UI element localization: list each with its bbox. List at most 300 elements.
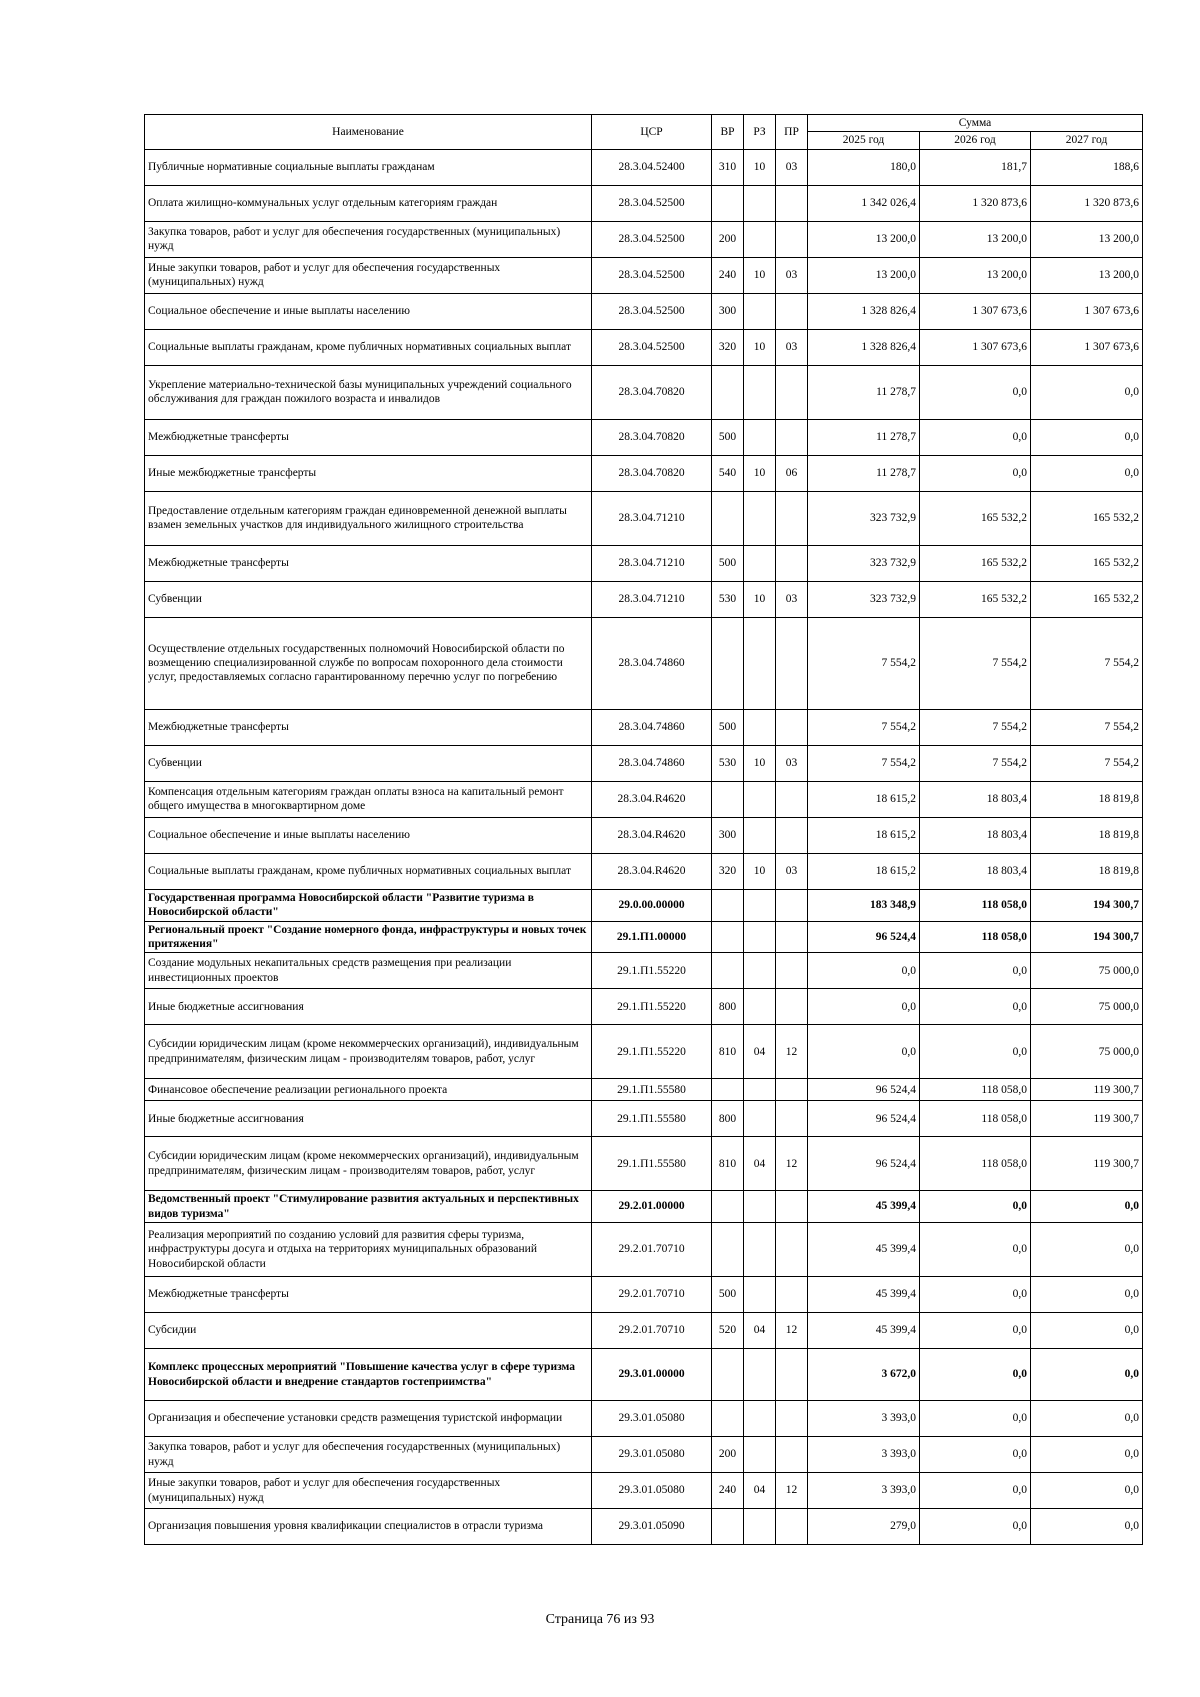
row-csr: 29.1.П1.55220 [592,989,712,1025]
row-rz: 04 [744,1473,776,1509]
table-row [145,921,1143,953]
row-sum-2027: 75 000,0 [1031,953,1143,989]
row-sum-2027: 7 554,2 [1031,617,1143,709]
row-sum-2026: 1 307 673,6 [920,329,1031,365]
row-csr: 29.3.01.05080 [592,1401,712,1437]
row-pr [776,1101,808,1137]
row-sum-2026: 0,0 [920,1025,1031,1079]
row-sum-2027: 165 532,2 [1031,491,1143,545]
table-row [145,617,1143,709]
row-sum-2025: 183 348,9 [808,889,920,921]
row-pr [776,419,808,455]
row-sum-2027: 0,0 [1031,1313,1143,1349]
row-sum-2027: 0,0 [1031,1277,1143,1313]
table-row [145,853,1143,889]
row-pr [776,989,808,1025]
row-csr: 28.3.04.52500 [592,257,712,293]
row-name: Региональный проект "Создание номерного фонда, инфраструктуры и новых точек притяжения" [145,921,592,953]
row-name: Иные межбюджетные трансферты [145,455,592,491]
row-csr: 28.3.04.74860 [592,617,712,709]
row-rz: 04 [744,1025,776,1079]
row-csr: 28.3.04.52500 [592,185,712,221]
row-csr: 28.3.04.52400 [592,149,712,185]
row-pr [776,709,808,745]
row-vr [712,1509,744,1545]
row-csr: 29.1.П1.55580 [592,1137,712,1191]
row-vr: 310 [712,149,744,185]
row-name: Реализация мероприятий по созданию условий для развития сферы туризма, инфраструктуры досуга и отдыха на территориях муниципальных образований Новосибирской области [145,1223,592,1277]
row-csr: 28.3.04.52500 [592,221,712,257]
row-vr: 320 [712,329,744,365]
table-row [145,1401,1143,1437]
row-sum-2025: 11 278,7 [808,365,920,419]
row-vr: 800 [712,989,744,1025]
row-name: Закупка товаров, работ и услуг для обеспечения государственных (муниципальных) нужд [145,1437,592,1473]
row-sum-2027: 0,0 [1031,1223,1143,1277]
table-row [145,781,1143,817]
table-row [145,709,1143,745]
row-sum-2026: 0,0 [920,1277,1031,1313]
row-sum-2026: 7 554,2 [920,745,1031,781]
row-name: Иные бюджетные ассигнования [145,989,592,1025]
table-row [145,1137,1143,1191]
table-row [145,1223,1143,1277]
row-sum-2025: 0,0 [808,989,920,1025]
row-sum-2025: 3 393,0 [808,1401,920,1437]
row-sum-2027: 1 307 673,6 [1031,293,1143,329]
row-vr: 800 [712,1101,744,1137]
row-name: Субсидии юридическим лицам (кроме некоммерческих организаций), индивидуальным предпринимателям, физическим лицам - производителям товаров, работ, услуг [145,1025,592,1079]
row-csr: 29.0.00.00000 [592,889,712,921]
row-name: Укрепление материально-технической базы муниципальных учреждений социального обслуживания для граждан пожилого возраста и инвалидов [145,365,592,419]
row-csr: 28.3.04.71210 [592,581,712,617]
row-pr [776,491,808,545]
row-sum-2026: 165 532,2 [920,545,1031,581]
row-sum-2026: 1 307 673,6 [920,293,1031,329]
header-pr: ПР [776,115,808,150]
row-sum-2026: 0,0 [920,989,1031,1025]
row-rz [744,1277,776,1313]
row-sum-2027: 119 300,7 [1031,1101,1143,1137]
row-vr: 320 [712,853,744,889]
row-csr: 28.3.04.71210 [592,545,712,581]
row-rz [744,1191,776,1223]
row-sum-2025: 11 278,7 [808,419,920,455]
row-csr: 28.3.04.R4620 [592,853,712,889]
row-sum-2027: 0,0 [1031,1191,1143,1223]
row-sum-2027: 0,0 [1031,1401,1143,1437]
row-csr: 28.3.04.74860 [592,745,712,781]
row-vr: 810 [712,1025,744,1079]
table-row [145,257,1143,293]
row-sum-2025: 96 524,4 [808,1101,920,1137]
table-row [145,817,1143,853]
row-csr: 29.1.П1.55220 [592,1025,712,1079]
row-vr: 300 [712,817,744,853]
table-row [145,329,1143,365]
header-vr: ВР [712,115,744,150]
row-rz [744,1223,776,1277]
row-rz [744,491,776,545]
row-csr: 28.3.04.70820 [592,419,712,455]
row-vr: 500 [712,709,744,745]
row-sum-2026: 118 058,0 [920,889,1031,921]
table-row [145,1473,1143,1509]
row-sum-2025: 18 615,2 [808,853,920,889]
row-vr: 810 [712,1137,744,1191]
row-rz [744,185,776,221]
row-sum-2025: 7 554,2 [808,709,920,745]
row-sum-2027: 13 200,0 [1031,257,1143,293]
table-row [145,889,1143,921]
row-sum-2027: 0,0 [1031,1349,1143,1401]
row-sum-2026: 0,0 [920,365,1031,419]
row-csr: 29.3.01.05080 [592,1473,712,1509]
row-sum-2027: 194 300,7 [1031,921,1143,953]
table-row [145,1079,1143,1101]
header-csr: ЦСР [592,115,712,150]
row-sum-2026: 7 554,2 [920,709,1031,745]
row-sum-2025: 1 328 826,4 [808,329,920,365]
row-name: Предоставление отдельным категориям граждан единовременной денежной выплаты взамен земельных участков для индивидуального жилищного строительства [145,491,592,545]
row-sum-2025: 45 399,4 [808,1191,920,1223]
row-rz [744,889,776,921]
row-name: Субсидии юридическим лицам (кроме некоммерческих организаций), индивидуальным предпринимателям, физическим лицам - производителям товаров, работ, услуг [145,1137,592,1191]
row-sum-2025: 0,0 [808,953,920,989]
row-name: Организация и обеспечение установки средств размещения туристской информации [145,1401,592,1437]
table-row [145,581,1143,617]
row-name: Оплата жилищно-коммунальных услуг отдельным категориям граждан [145,185,592,221]
row-sum-2026: 0,0 [920,1223,1031,1277]
row-sum-2026: 18 803,4 [920,853,1031,889]
row-vr [712,953,744,989]
row-sum-2026: 13 200,0 [920,257,1031,293]
row-sum-2027: 18 819,8 [1031,781,1143,817]
row-vr [712,365,744,419]
row-vr [712,1223,744,1277]
row-name: Иные закупки товаров, работ и услуг для обеспечения государственных (муниципальных) нужд [145,257,592,293]
row-vr [712,617,744,709]
row-sum-2027: 119 300,7 [1031,1137,1143,1191]
row-sum-2027: 165 532,2 [1031,581,1143,617]
row-sum-2025: 13 200,0 [808,257,920,293]
row-sum-2025: 7 554,2 [808,745,920,781]
row-sum-2025: 3 393,0 [808,1437,920,1473]
table-row [145,419,1143,455]
row-vr [712,921,744,953]
row-vr: 500 [712,419,744,455]
table-row [145,491,1143,545]
row-sum-2027: 1 307 673,6 [1031,329,1143,365]
row-sum-2026: 18 803,4 [920,781,1031,817]
row-sum-2027: 119 300,7 [1031,1079,1143,1101]
table-row [145,1349,1143,1401]
table-row [145,1437,1143,1473]
row-vr: 520 [712,1313,744,1349]
row-sum-2027: 0,0 [1031,1509,1143,1545]
page-number: Страница 76 из 93 [545,1612,655,1627]
row-rz: 10 [744,745,776,781]
row-sum-2027: 7 554,2 [1031,709,1143,745]
row-vr: 540 [712,455,744,491]
row-sum-2026: 0,0 [920,1313,1031,1349]
row-csr: 28.3.04.71210 [592,491,712,545]
row-csr: 29.2.01.00000 [592,1191,712,1223]
row-sum-2026: 118 058,0 [920,1079,1031,1101]
row-sum-2026: 0,0 [920,419,1031,455]
row-vr [712,1401,744,1437]
row-sum-2026: 1 320 873,6 [920,185,1031,221]
row-sum-2025: 18 615,2 [808,781,920,817]
row-vr: 300 [712,293,744,329]
row-name: Субсидии [145,1313,592,1349]
row-rz: 04 [744,1313,776,1349]
row-sum-2025: 279,0 [808,1509,920,1545]
row-csr: 28.3.04.74860 [592,709,712,745]
row-name: Публичные нормативные социальные выплаты гражданам [145,149,592,185]
row-name: Межбюджетные трансферты [145,419,592,455]
table-row [145,149,1143,185]
row-sum-2027: 194 300,7 [1031,889,1143,921]
row-name: Закупка товаров, работ и услуг для обеспечения государственных (муниципальных) нужд [145,221,592,257]
row-sum-2026: 0,0 [920,1509,1031,1545]
row-name: Иные бюджетные ассигнования [145,1101,592,1137]
row-pr: 03 [776,581,808,617]
row-rz [744,953,776,989]
row-rz [744,989,776,1025]
row-rz [744,545,776,581]
table-row [145,185,1143,221]
row-sum-2025: 323 732,9 [808,581,920,617]
row-csr: 29.2.01.70710 [592,1313,712,1349]
header-year-2026: 2026 год [920,132,1031,149]
row-pr: 03 [776,853,808,889]
row-rz [744,921,776,953]
table-row [145,953,1143,989]
row-name: Комплекс процессных мероприятий "Повышение качества услуг в сфере туризма Новосибирской области и внедрение стандартов гостеприимства" [145,1349,592,1401]
row-sum-2025: 13 200,0 [808,221,920,257]
row-csr: 29.2.01.70710 [592,1277,712,1313]
row-vr: 240 [712,257,744,293]
row-name: Межбюджетные трансферты [145,709,592,745]
row-pr [776,953,808,989]
table-row [145,1025,1143,1079]
row-name: Осуществление отдельных государственных полномочий Новосибирской области по возмещению специализированной службе по вопросам похоронного дела стоимости услуг, предоставляемых согласно гарантированному перечню услуг по погребению [145,617,592,709]
row-name: Социальное обеспечение и иные выплаты населению [145,817,592,853]
row-pr: 12 [776,1473,808,1509]
row-sum-2027: 165 532,2 [1031,545,1143,581]
row-sum-2027: 75 000,0 [1031,989,1143,1025]
row-csr: 29.1.П1.55580 [592,1079,712,1101]
row-sum-2026: 118 058,0 [920,921,1031,953]
row-rz: 10 [744,257,776,293]
table-row [145,365,1143,419]
row-sum-2025: 18 615,2 [808,817,920,853]
row-rz: 04 [744,1137,776,1191]
row-sum-2027: 0,0 [1031,1473,1143,1509]
row-csr: 28.3.04.R4620 [592,781,712,817]
row-sum-2025: 323 732,9 [808,491,920,545]
row-pr: 12 [776,1025,808,1079]
row-sum-2026: 165 532,2 [920,491,1031,545]
row-sum-2026: 0,0 [920,1191,1031,1223]
row-vr: 530 [712,581,744,617]
header-year-2025: 2025 год [808,132,920,149]
row-sum-2025: 45 399,4 [808,1223,920,1277]
row-rz [744,1349,776,1401]
row-pr [776,1223,808,1277]
row-name: Межбюджетные трансферты [145,545,592,581]
row-sum-2026: 0,0 [920,1437,1031,1473]
row-pr [776,781,808,817]
row-sum-2025: 11 278,7 [808,455,920,491]
row-pr [776,293,808,329]
row-csr: 29.3.01.05080 [592,1437,712,1473]
row-pr [776,185,808,221]
row-sum-2027: 0,0 [1031,419,1143,455]
table-row [145,545,1143,581]
row-vr: 500 [712,1277,744,1313]
row-rz: 10 [744,455,776,491]
row-vr: 530 [712,745,744,781]
table-row [145,293,1143,329]
row-rz: 10 [744,329,776,365]
row-pr [776,1401,808,1437]
row-pr [776,1509,808,1545]
row-sum-2025: 96 524,4 [808,1079,920,1101]
table-row [145,745,1143,781]
header-name: Наименование [145,115,592,150]
row-sum-2026: 0,0 [920,455,1031,491]
row-pr: 03 [776,329,808,365]
row-pr [776,545,808,581]
row-csr: 29.3.01.05090 [592,1509,712,1545]
row-sum-2026: 0,0 [920,1401,1031,1437]
table-body [145,149,1143,1544]
row-sum-2025: 45 399,4 [808,1313,920,1349]
row-pr [776,921,808,953]
row-sum-2025: 0,0 [808,1025,920,1079]
row-csr: 28.3.04.R4620 [592,817,712,853]
row-sum-2026: 0,0 [920,953,1031,989]
row-vr: 500 [712,545,744,581]
row-sum-2027: 0,0 [1031,365,1143,419]
row-vr: 200 [712,221,744,257]
row-pr [776,889,808,921]
row-vr [712,491,744,545]
row-sum-2025: 3 393,0 [808,1473,920,1509]
row-rz [744,365,776,419]
row-csr: 29.1.П1.00000 [592,921,712,953]
row-rz: 10 [744,581,776,617]
row-rz [744,1079,776,1101]
row-csr: 28.3.04.70820 [592,455,712,491]
row-sum-2025: 45 399,4 [808,1277,920,1313]
header-year-2027: 2027 год [1031,132,1143,149]
table-row [145,1313,1143,1349]
row-pr [776,1349,808,1401]
row-name: Компенсация отдельным категориям граждан оплаты взноса на капитальный ремонт общего имущества в многоквартирном доме [145,781,592,817]
row-name: Социальное обеспечение и иные выплаты населению [145,293,592,329]
row-sum-2027: 75 000,0 [1031,1025,1143,1079]
row-name: Субвенции [145,581,592,617]
row-sum-2027: 0,0 [1031,455,1143,491]
row-pr: 06 [776,455,808,491]
row-rz [744,817,776,853]
row-sum-2026: 165 532,2 [920,581,1031,617]
row-vr [712,781,744,817]
row-sum-2026: 13 200,0 [920,221,1031,257]
row-pr [776,365,808,419]
row-csr: 28.3.04.52500 [592,329,712,365]
row-vr [712,185,744,221]
row-sum-2026: 18 803,4 [920,817,1031,853]
row-vr: 200 [712,1437,744,1473]
row-pr: 03 [776,745,808,781]
table-row [145,989,1143,1025]
table-row [145,455,1143,491]
row-vr [712,1191,744,1223]
row-sum-2027: 13 200,0 [1031,221,1143,257]
row-rz [744,293,776,329]
table-row [145,1277,1143,1313]
table-header [145,115,1143,150]
row-sum-2027: 0,0 [1031,1437,1143,1473]
row-name: Ведомственный проект "Стимулирование развития актуальных и перспективных видов туризма" [145,1191,592,1223]
row-pr [776,1437,808,1473]
row-sum-2025: 323 732,9 [808,545,920,581]
row-name: Социальные выплаты гражданам, кроме публичных нормативных социальных выплат [145,853,592,889]
row-pr [776,221,808,257]
row-vr [712,889,744,921]
row-rz [744,419,776,455]
row-sum-2025: 1 328 826,4 [808,293,920,329]
row-sum-2026: 118 058,0 [920,1137,1031,1191]
row-rz [744,781,776,817]
row-pr [776,817,808,853]
row-rz: 10 [744,149,776,185]
table-row [145,1509,1143,1545]
row-pr [776,1191,808,1223]
row-csr: 29.1.П1.55220 [592,953,712,989]
row-pr [776,617,808,709]
row-rz [744,221,776,257]
row-pr: 12 [776,1137,808,1191]
row-sum-2027: 7 554,2 [1031,745,1143,781]
header-rz: РЗ [744,115,776,150]
row-rz [744,1437,776,1473]
row-csr: 28.3.04.52500 [592,293,712,329]
row-sum-2026: 0,0 [920,1473,1031,1509]
row-sum-2027: 1 320 873,6 [1031,185,1143,221]
row-sum-2025: 180,0 [808,149,920,185]
row-name: Социальные выплаты гражданам, кроме публичных нормативных социальных выплат [145,329,592,365]
row-sum-2025: 96 524,4 [808,921,920,953]
row-sum-2025: 1 342 026,4 [808,185,920,221]
row-name: Государственная программа Новосибирской области "Развитие туризма в Новосибирской области" [145,889,592,921]
row-csr: 29.2.01.70710 [592,1223,712,1277]
row-sum-2027: 18 819,8 [1031,817,1143,853]
row-sum-2027: 18 819,8 [1031,853,1143,889]
row-rz [744,1401,776,1437]
row-sum-2025: 7 554,2 [808,617,920,709]
table-row [145,221,1143,257]
row-rz [744,1101,776,1137]
row-pr: 03 [776,149,808,185]
row-vr [712,1349,744,1401]
row-rz: 10 [744,853,776,889]
row-sum-2025: 96 524,4 [808,1137,920,1191]
